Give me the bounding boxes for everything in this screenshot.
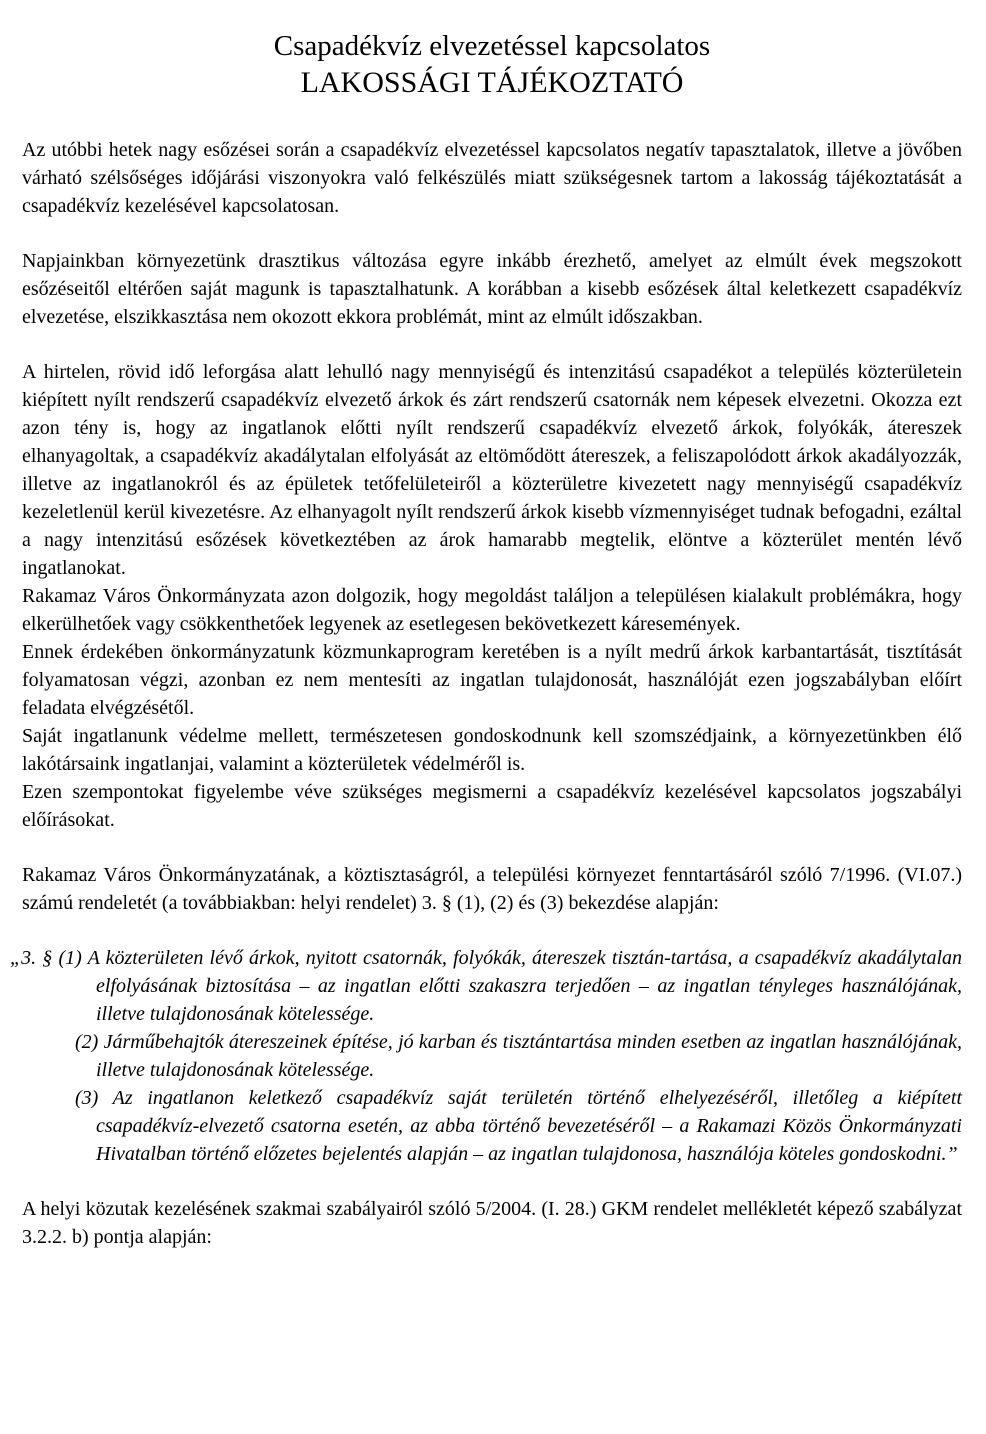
document-title <box>22 28 962 102</box>
title-line-1: Csapadékvíz elvezetéssel kapcsolatos <box>273 30 711 62</box>
regulation-quote <box>10 944 962 1168</box>
paragraph-legal-basis-road: A helyi közutak kezelésének szakmai szabályairól szóló 5/2004. (I. 28.) GKM rendelet mellékletét képező szabályzat 3.2.2. b) pontja alapján: <box>22 1198 962 1248</box>
quote-item-3: (3) Az ingatlanon keletkező csapadékvíz saját területén történő elhelyezéséről, illetőleg a kiépített csapadékvíz-elvezető csatorna esetén, az abba történő bevezetéséről – a Rakamazi Közös Önkormányzati Hivatalban történő előzetes bejelentés alapján – az ingatlan tulajdonosa, használója köteles gondoskodni.” <box>75 1087 962 1165</box>
paragraph-body-4: Saját ingatlanunk védelme mellett, természetesen gondoskodnunk kell szomszédjaink, a környezetünkben élő lakótársaink ingatlanjai, valamint a közterületek védelméről is. <box>22 725 962 775</box>
paragraph-body-3: Ennek érdekében önkormányzatunk közmunkaprogram keretében is a nyílt medrű árkok karbantartását, tisztítását folyamatosan végzi, azonban ez nem mentesíti az ingatlan tulajdonosát, használóját ezen jogszabályban előírt feladata elvégzésétől. <box>22 641 962 719</box>
quote-item-1: „3. § (1) A közterületen lévő árkok, nyitott csatornák, folyókák, átereszek tisztán-tartása, a csapadékvíz akadálytalan elfolyásának biztosítása – az ingatlan előtti szakaszra terjedően – az ingatlan tényleges használójának, illetve tulajdonosának kötelessége. <box>10 947 962 1025</box>
paragraph-legal-basis-local: Rakamaz Város Önkormányzatának, a köztisztaságról, a települési környezet fenntartásáról szóló 7/1996. (VI.07.) számú rendeletét (a továbbiakban: helyi rendelet) 3. § (1), (2) és (3) bekezdése alapján: <box>22 864 962 914</box>
paragraph-body-1: A hirtelen, rövid idő leforgása alatt lehulló nagy mennyiségű és intenzitású csapadékot a település közterületein kiépített nyílt rendszerű csapadékvíz elvezető árkok és zárt rendszerű csatornák nem képesek elvezetni. Okozza ezt azon tény is, hogy az ingatlanok előtti nyílt rendszerű csapadékvíz elvezető árkok, folyókák, átereszek elhanyagoltak, a csapadékvíz akadálytalan elfolyását az eltömődött átereszek, a feliszapolódott árkok akadályozzák, illetve az ingatlanokról és az épületek tetőfelületeiről a közterületre kivezetett nagy mennyiségű csapadékvíz kezeletlenül kerül kivezetésre. Az elhanyagolt nyílt rendszerű árkok kisebb vízmennyiséget tudnak befogadni, ezáltal a nagy intenzitású esőzések következtében az árok hamarabb megtelik, elöntve a közterület mentén lévő ingatlanokat. <box>22 361 962 579</box>
quote-item-2: (2) Járműbehajtók átereszeinek építése, jó karban és tisztántartása minden esetben az ingatlan használójának, illetve tulajdonosának kötelessége. <box>75 1031 962 1081</box>
paragraph-intro-2: Napjainkban környezetünk drasztikus változása egyre inkább érezhető, amelyet az elmúlt évek megszokott esőzéseitől eltérően saját magunk is tapasztalhatunk. A korábban a kisebb esőzések által keletkezett csapadékvíz elvezetése, elszikkasztása nem okozott ekkora problémát, mint az elmúlt időszakban. <box>22 250 962 328</box>
title-line-2: LAKOSSÁGI TÁJÉKOZTATÓ <box>300 66 684 99</box>
paragraph-body-5: Ezen szempontokat figyelembe véve szükséges megismerni a csapadékvíz kezelésével kapcsolatos jogszabályi előírásokat. <box>22 781 962 831</box>
paragraph-intro-1: Az utóbbi hetek nagy esőzései során a csapadékvíz elvezetéssel kapcsolatos negatív tapasztalatok, illetve a jövőben várható szélsőséges időjárási viszonyokra való felkészülés miatt szükségesnek tartom a lakosság tájékoztatását a csapadékvíz kezelésével kapcsolatosan. <box>22 139 962 217</box>
paragraph-body-2: Rakamaz Város Önkormányzata azon dolgozik, hogy megoldást találjon a településen kialakult problémákra, hogy elkerülhetőek vagy csökkenthetőek legyenek az esetlegesen bekövetkezett káresemények. <box>22 585 962 635</box>
